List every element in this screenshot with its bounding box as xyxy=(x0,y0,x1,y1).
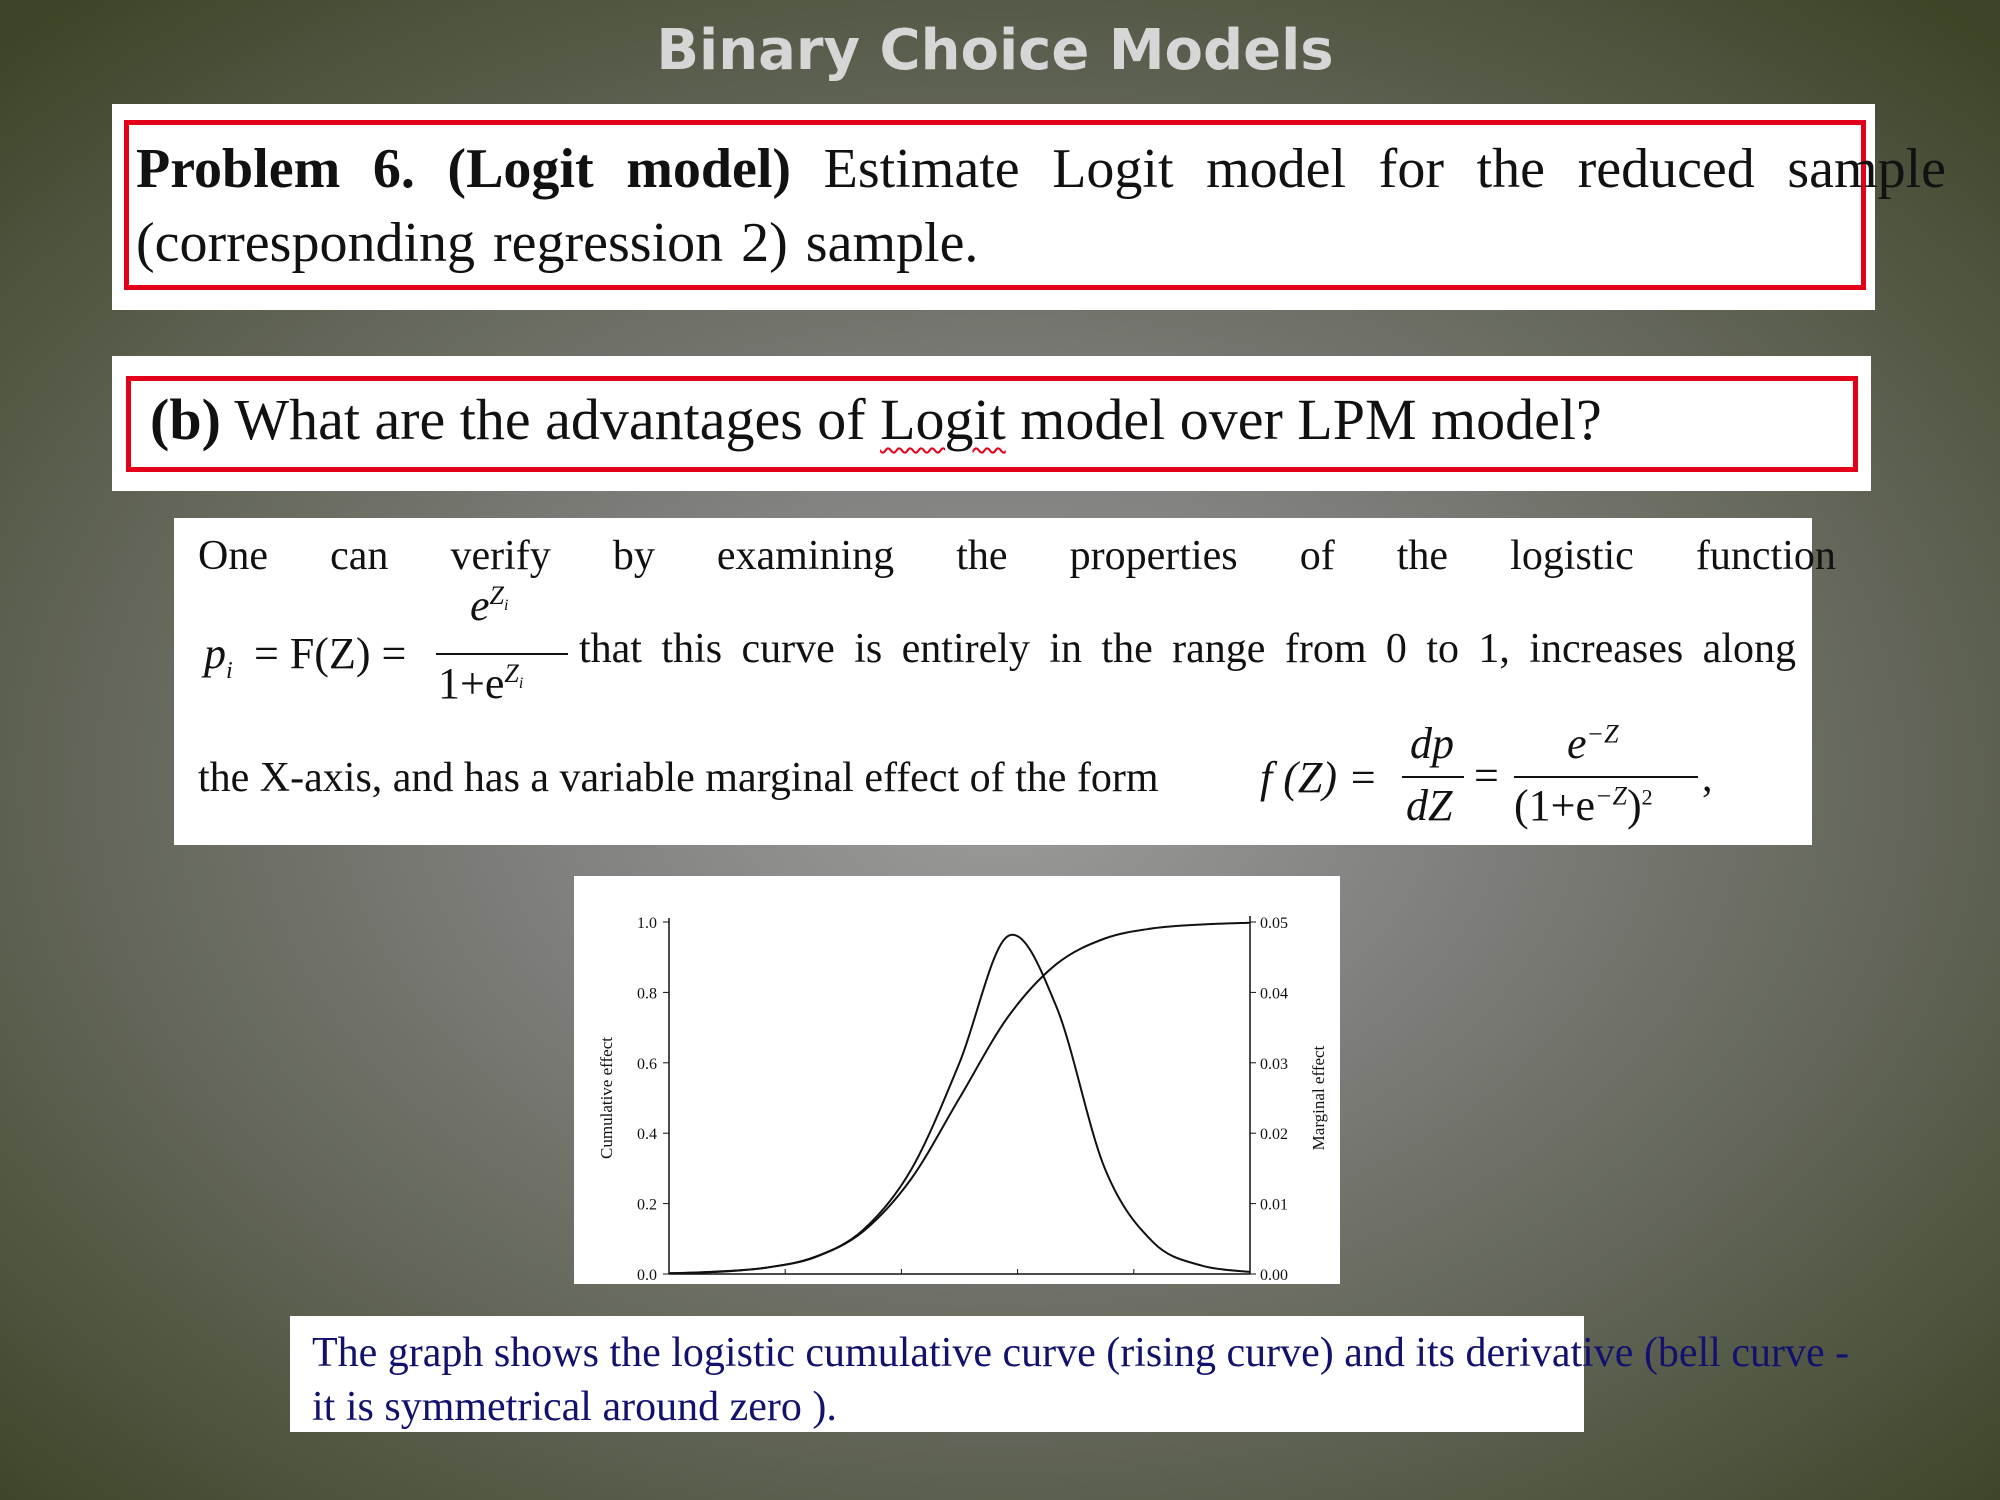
chart-box xyxy=(574,876,1340,1284)
line1-word: logistic xyxy=(1510,533,1634,579)
right-tick-label: 0.02 xyxy=(1260,1126,1288,1144)
problem-statement xyxy=(136,132,1946,280)
caption-box xyxy=(290,1316,1850,1432)
explanation-box xyxy=(174,518,1836,845)
right-tick-label: 0.00 xyxy=(1260,1267,1288,1284)
line1-word: the xyxy=(956,533,1008,579)
right-tick-label: 0.03 xyxy=(1260,1055,1288,1073)
formula2-fraction-bar-1 xyxy=(1402,776,1464,778)
line1-word: function xyxy=(1695,533,1836,579)
formula2-lhs: f (Z) = xyxy=(1260,753,1378,802)
explanation-line-3: the X-axis, and has a variable marginal effect of the form xyxy=(198,755,1159,801)
caption-text: The graph shows the logistic cumulative curve (rising curve) and its derivative (bell curve - it is symmetrical around zero ). xyxy=(312,1330,1850,1430)
line1-word: can xyxy=(330,533,389,579)
formula2-equals: = xyxy=(1474,751,1499,800)
formula2-dz: dZ xyxy=(1406,781,1453,830)
question-underlined-word: Logit xyxy=(880,387,1006,452)
formula2-numerator: $e^{-Z}$ xyxy=(1567,719,1619,768)
question-statement xyxy=(150,386,1602,453)
formula-fraction-bar xyxy=(436,653,568,655)
line1-word: the xyxy=(1396,533,1449,579)
formula-numerator: $e^{Z_i}$ xyxy=(470,581,509,630)
formula2-denominator: $(1+e^{-Z})^2$ xyxy=(1514,781,1653,830)
line1-word: properties xyxy=(1069,533,1238,579)
problem-box xyxy=(112,104,1946,310)
left-tick-label: 0.4 xyxy=(637,1126,657,1144)
explanation-line-1 xyxy=(198,532,1836,580)
question-label: (b) xyxy=(150,387,221,452)
line1-word: verify xyxy=(450,533,551,579)
bell-curve xyxy=(669,935,1250,1274)
left-tick-label: 0.2 xyxy=(637,1196,657,1214)
formula2-fraction-bar-2 xyxy=(1514,776,1698,778)
formula2-trailing-comma: , xyxy=(1702,755,1713,801)
line1-word: examining xyxy=(716,533,895,579)
explanation-line-2: that this curve is entirely in the range from 0 to 1, increases along xyxy=(579,626,1796,672)
formula-lhs: = F(Z) = xyxy=(254,629,407,678)
left-tick-label: 0.0 xyxy=(637,1267,657,1284)
question-text-before: What are the advantages of xyxy=(220,387,881,452)
right-tick-label: 0.01 xyxy=(1260,1196,1288,1214)
question-text-after: model over LPM model? xyxy=(1005,387,1602,452)
question-box xyxy=(112,356,1871,491)
right-axis-label: Marginal effect xyxy=(1309,1045,1328,1151)
line1-word: of xyxy=(1299,533,1335,579)
left-tick-label: 1.0 xyxy=(637,915,657,932)
formula2-dp: dp xyxy=(1410,719,1454,768)
right-tick-label: 0.04 xyxy=(1260,985,1288,1003)
left-axis-label: Cumulative effect xyxy=(597,1037,616,1159)
formula-denominator: $1+e^{Z_i}$ xyxy=(438,659,524,708)
problem-label: Problem 6. (Logit model) xyxy=(136,138,792,200)
line1-word: One xyxy=(198,533,268,579)
slide-title: Binary Choice Models xyxy=(656,18,1334,83)
line1-word: by xyxy=(612,533,655,579)
rising-curve xyxy=(669,923,1250,1274)
left-tick-label: 0.8 xyxy=(637,985,657,1003)
formula-p: $p_i$ xyxy=(204,629,233,684)
problem-body: Estimate Logit model for the reduced sample (corresponding regression 2) sample. xyxy=(136,138,1946,274)
logistic-chart xyxy=(574,876,1340,1284)
right-tick-label: 0.05 xyxy=(1260,915,1288,932)
left-tick-label: 0.6 xyxy=(637,1055,657,1073)
